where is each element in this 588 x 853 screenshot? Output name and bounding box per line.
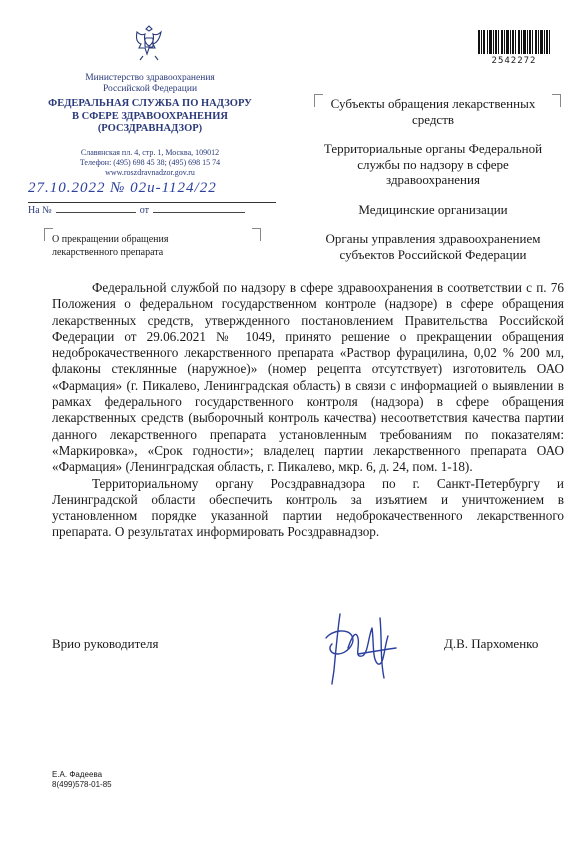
ministry-line: Российской Федерации — [102, 84, 198, 94]
agency-line: ФЕДЕРАЛЬНАЯ СЛУЖБА ПО НАДЗОРУ — [48, 98, 252, 109]
ref-from-label: от — [139, 205, 149, 216]
executor-name: Е.А. Фадеева — [52, 770, 103, 779]
subject-line: лекарственного препарата — [52, 246, 164, 258]
ministry-name — [60, 73, 240, 95]
document-subject — [52, 234, 232, 259]
barcode-number: 2542272 — [491, 56, 537, 66]
date-number-text: 27.10.2022 № 02и-1124/22 — [28, 180, 217, 196]
agency-name — [45, 98, 255, 136]
recipient: Медицинские организации — [358, 201, 508, 217]
ref-no-blank — [56, 212, 136, 213]
body-paragraph: Территориальному органу Росздравнадзора по г. Санкт-Петербургу и Ленинградской области обеспечить контроль за изъятием и уничтожением в установленном порядке указанной партии недоброкачественного лекарственного препарата. О результатах информировать Росздравнадзор. — [52, 475, 564, 540]
ministry-line: Министерство здравоохранения — [85, 73, 215, 83]
recipient-corner-right — [552, 94, 561, 107]
coat-of-arms-icon — [131, 22, 167, 62]
date-underline — [28, 202, 276, 203]
reference-line — [28, 205, 245, 216]
recipient: Территориальные органы Федеральной службы по надзору в сфере здравоохранения — [323, 141, 543, 187]
executor-phone: 8(499)578-01-85 — [52, 780, 112, 789]
executor-info — [52, 770, 112, 790]
body-paragraph: Федеральной службой по надзору в сфере здравоохранения в соответствии с п. 76 Положения о федеральном государственном контроле (надзоре) в сфере обращения лекарственных средств, утвержденного постановлением Правительства Российской Федерации от 29.06.2021 № 1049, принято решение о прекращении обращения недоброкачественного лекарственного препарата «Раствор фурацилина, 0,02 % 200 мл, флаконы стеклянные (наружное)» (номер рецепта отсутствует) изготовитель ОАО «Фармация» (г. Пикалево, Ленинградская область) в связи с информацией о выявлении в рамках федерального государственного контроля (надзора) в сфере обращения лекарственных средств (выборочный контроль качества) несоответствия качества партии данного лекарственного препарата установленным требованиям по показателям: «Маркировка», «Срок годности»; владелец партии лекарственного препарата ОАО «Фармация» (Ленинградская область, г. Пикалево, мкр. 6, д. 24, пом. 1-18). — [52, 280, 564, 475]
recipient: Субъекты обращения лекарственных средств — [330, 96, 536, 127]
agency-line: В СФЕРЕ ЗДРАВООХРАНЕНИЯ — [72, 110, 228, 122]
agency-address — [55, 148, 245, 178]
address-line: Славянская пл. 4, стр. 1, Москва, 109012 — [80, 148, 220, 157]
handwritten-signature-icon — [318, 608, 408, 686]
signer-name: Д.В. Пархоменко — [444, 636, 539, 651]
address-line: www.roszdravnadzor.gov.ru — [105, 168, 195, 177]
recipient: Органы управления здравоохранением субъектов Российской Федерации — [325, 231, 541, 262]
agency-line: (РОСЗДРАВНАДЗОР) — [97, 123, 203, 134]
ref-no-label: На № — [28, 205, 52, 216]
subject-line: О прекращении обращения — [52, 234, 169, 245]
subject-corner-right — [252, 228, 261, 241]
document-date-number — [28, 180, 288, 197]
address-line: Телефон: (495) 698 45 38; (495) 698 15 74 — [79, 158, 221, 167]
signer-position: Врио руководителя — [52, 636, 159, 651]
ref-from-blank — [153, 212, 245, 213]
barcode-icon — [478, 30, 550, 54]
letter-body — [52, 280, 564, 541]
recipients-block — [318, 96, 548, 276]
